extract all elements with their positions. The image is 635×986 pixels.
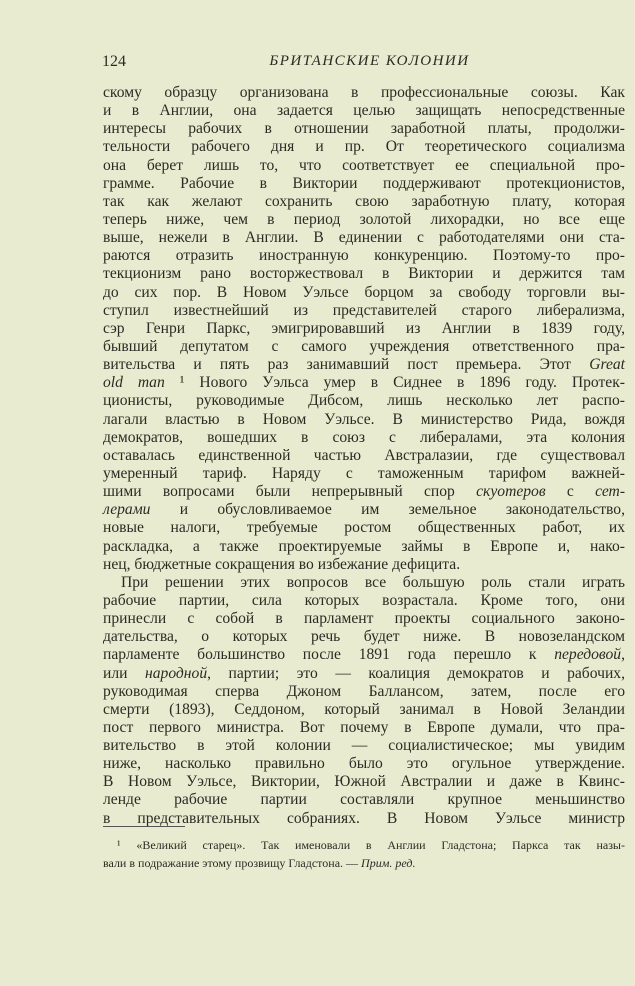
text-segment: вительство в этой колонии — социалистическое; мы увидим	[103, 737, 625, 755]
text-segment: ционисты, руководимые Дибсом, лишь несколько лет распо-	[103, 392, 625, 410]
text-line	[103, 302, 625, 320]
text-segment: смерти (1893), Седдоном, который занимал в Новой Зеландии	[103, 700, 625, 718]
text-segment: При решении этих вопросов все большую роль стали играть	[121, 573, 625, 591]
footnote-line	[103, 836, 625, 854]
text-line	[103, 84, 625, 102]
text-line	[103, 719, 625, 737]
text-segment: интересы рабочих в отношении заработной платы, продолжи-	[103, 120, 625, 138]
text-line	[103, 138, 625, 156]
text-segment: текционизм рано восторжествовал в Виктории и держится там	[103, 265, 625, 283]
text-line	[103, 628, 625, 646]
text-segment: вали в подражание этому прозвищу Гладстона. —	[103, 856, 362, 870]
text-line	[103, 447, 625, 465]
text-line	[103, 411, 625, 429]
text-line	[103, 610, 625, 628]
text-segment: до сих пор. В Новом Уэльсе борцом за свободу торговли вы-	[103, 283, 625, 301]
text-segment: ленде рабочие партии составляли крупное меньшинство	[103, 791, 625, 809]
text-line	[103, 265, 625, 283]
text-line	[103, 683, 625, 701]
text-line	[103, 556, 625, 574]
text-segment: дательства, о которых речь будет ниже. В новозеландском	[103, 628, 625, 646]
text-segment: В Новом Уэльсе, Виктории, Южной Австралии и даже в Квинс-	[103, 773, 625, 791]
text-segment: тельности рабочего дня и пр. От теоретического социализма	[103, 138, 625, 156]
text-segment: пост первого министра. Вот почему в Европе думали, что пра-	[103, 718, 625, 736]
text-segment: принесли с собой в парламент проекты социального законо-	[103, 610, 625, 628]
italic-text: лерами	[103, 501, 151, 519]
text-segment: сэр Генри Паркс, эмигрировавший из Англии в 1839 году,	[103, 319, 625, 337]
text-line	[103, 592, 625, 610]
text-line	[103, 338, 625, 356]
page-number: 124	[102, 53, 126, 70]
text-line	[103, 465, 625, 483]
text-line	[103, 429, 625, 447]
text-line	[103, 519, 625, 537]
text-segment: новые налоги, требуемые ростом общественных работ, их	[103, 519, 625, 537]
text-segment: умеренный тариф. Наряду с таможенным тарифом важней-	[103, 464, 625, 482]
text-line	[103, 701, 625, 719]
text-line	[103, 193, 625, 211]
footnote-divider	[103, 826, 185, 827]
text-segment: теперь ниже, чем в период золотой лихорадки, но все еще	[103, 210, 625, 228]
text-segment: вительства и пять раз занимавший пост премьера. Этот	[103, 356, 590, 374]
italic-text: сет-	[595, 483, 626, 501]
text-line	[103, 356, 625, 374]
text-line	[103, 374, 625, 392]
text-segment: ¹ «Великий старец». Так именовали в Англии Гладстона; Паркса так назы-	[117, 838, 625, 852]
text-segment: лагали властью в Новом Уэльсе. В министерство Рида, вождя	[103, 410, 625, 428]
text-line	[103, 646, 625, 664]
text-line	[103, 737, 625, 755]
text-segment: демократов, вошедших в союз с либералами, эта колония	[103, 428, 625, 446]
text-line	[103, 755, 625, 773]
text-segment: бывший депутатом с самого учреждения ответственного пра-	[103, 337, 625, 355]
text-line	[103, 665, 625, 683]
text-line	[103, 501, 625, 519]
text-segment: скому образцу организована в профессиональные союзы. Как	[103, 84, 625, 101]
text-segment: парламенте большинство после 1891 года перешло к	[103, 646, 555, 664]
text-segment: раются отразить иностранную конкуренцию. Поэтому-то про-	[103, 247, 625, 265]
text-segment: ¹ Нового Уэльса умер в Сиднее в 1896 году. Протек-	[164, 374, 625, 392]
text-segment: шими вопросами были непрерывный спор	[103, 483, 477, 501]
text-segment: рабочие партии, сила которых возрастала. Кроме того, они	[103, 591, 625, 609]
italic-text: old man	[103, 374, 165, 392]
footnote-line	[103, 854, 625, 872]
text-line	[103, 102, 625, 120]
text-line	[103, 392, 625, 410]
text-segment: выше, нежели в Англии. В единении с работодателями они ста-	[103, 229, 625, 247]
text-line	[103, 773, 625, 791]
text-segment: , партии; это — коалиция демократов и рабочих,	[207, 664, 626, 682]
text-line	[103, 229, 625, 247]
italic-text: передовой	[554, 646, 622, 664]
italic-text: скуотеров	[476, 483, 546, 501]
text-segment: или	[103, 664, 145, 682]
text-line	[103, 211, 625, 229]
text-line	[103, 791, 625, 809]
body-text	[103, 84, 625, 828]
text-line	[103, 157, 625, 175]
text-line	[103, 538, 625, 556]
text-segment: и в Англии, она задается целью защищать непосредственные	[103, 102, 625, 120]
text-segment: она берет лишь то, что соответствует ее специальной про-	[103, 156, 625, 174]
text-line	[103, 320, 625, 338]
text-line	[103, 284, 625, 302]
italic-text: народной	[144, 664, 208, 682]
text-segment: ,	[621, 646, 625, 664]
text-segment: ниже, насколько правильно было это огульное утверждение.	[103, 755, 625, 773]
text-line	[103, 574, 625, 592]
text-segment: с	[545, 483, 596, 501]
italic-text: Great	[589, 356, 625, 374]
text-segment: оставалась единственной частью Австралазии, где существовал	[103, 446, 625, 464]
text-segment: в представительных собраниях. В Новом Уэльсе министр	[103, 809, 625, 827]
text-segment: ступил известнейший из представителей старого либерализма,	[103, 301, 625, 319]
footnote	[103, 836, 625, 872]
text-line	[103, 175, 625, 193]
text-line	[103, 247, 625, 265]
text-segment: и обусловливаемое им земельное законодательство,	[150, 501, 625, 519]
text-line	[103, 483, 625, 501]
text-segment: нец, бюджетные сокращения во избежание дефицита.	[103, 555, 461, 573]
text-segment: грамме. Рабочие в Виктории поддерживают протекционистов,	[103, 174, 625, 192]
text-segment: раскладка, а также проектируемые займы в Европе и, нако-	[103, 537, 625, 555]
text-segment: так как желают сохранить свою заработную плату, которая	[103, 192, 625, 210]
text-segment: руководимая сперва Джоном Баллансом, затем, после его	[103, 682, 625, 700]
italic-text: Прим. ред.	[361, 856, 416, 870]
text-line	[103, 120, 625, 138]
running-title: БРИТАНСКИЕ КОЛОНИИ	[269, 53, 470, 69]
